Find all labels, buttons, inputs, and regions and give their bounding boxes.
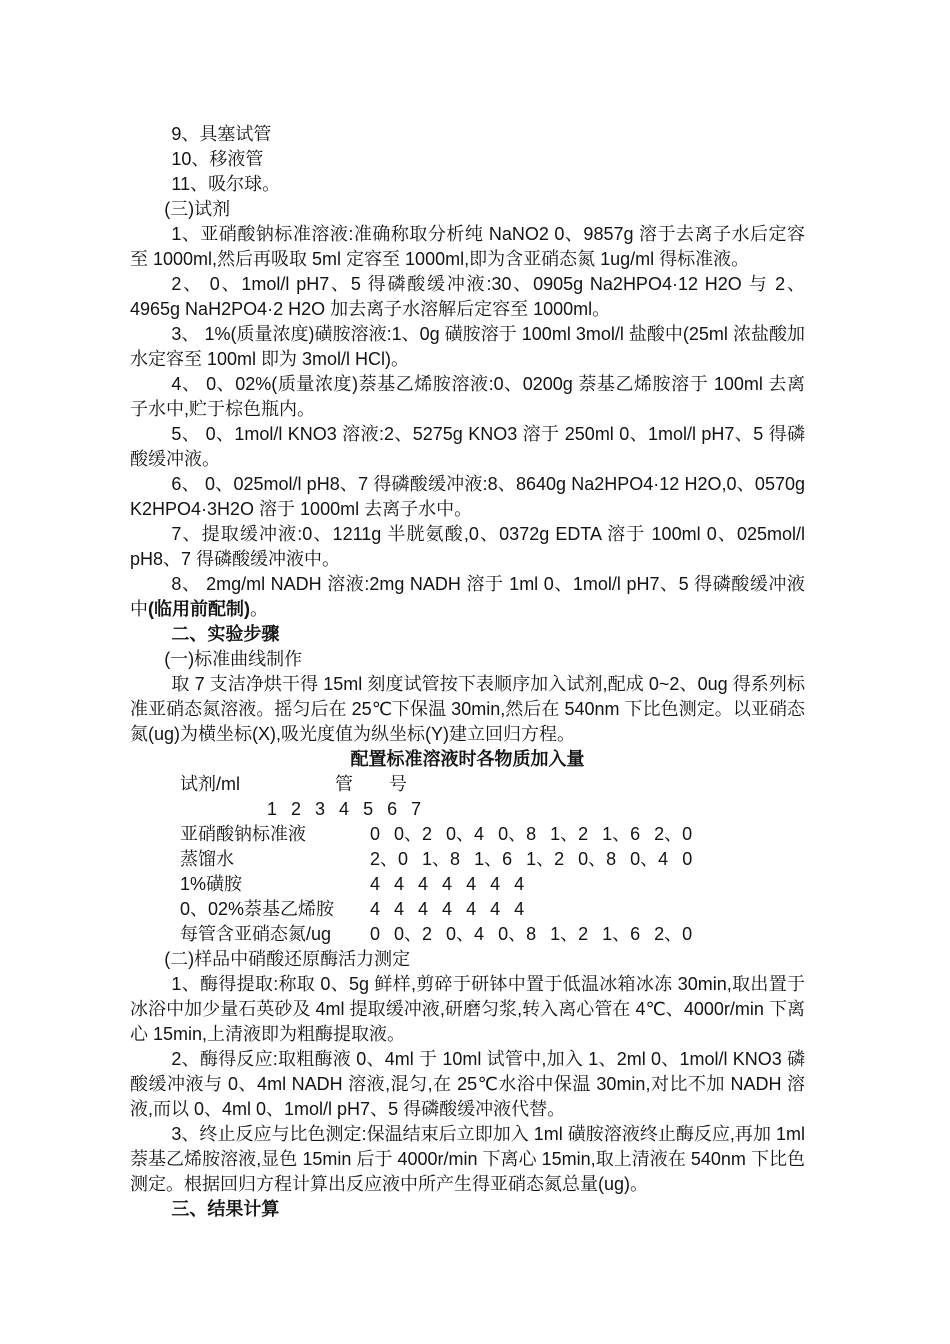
table-cell: 2、0 [370,849,409,869]
section-reagents-label: (三)试剂 [164,199,231,219]
table-row [130,822,805,847]
subsection-standard-curve: (一)标准曲线制作 [164,649,303,669]
table-cell: 4 [442,899,453,919]
tube-number: 5 [363,799,374,819]
table-cell: 1、2 [526,849,565,869]
table-cell: 2、0 [654,924,693,944]
table-cell: 4 [514,874,525,894]
table-header-row [130,772,805,797]
reagent-7: 7、提取缓冲液:0、1211g 半胱氨酸,0、0372g EDTA 溶于 100ml 0、025mol/l pH8、7 得磷酸缓冲液中。 [130,524,805,569]
apparatus-item-10: 10、移液管 [171,149,264,169]
table-cell: 0 [682,849,693,869]
table-row [130,922,805,947]
table-cell: 0、4 [446,824,485,844]
table-cell: 0、2 [394,824,433,844]
reagent-5: 5、 0、1mol/l KNO3 溶液:2、5275g KNO3 溶于 250ml 0、1mol/l pH7、5 得磷酸缓冲液。 [130,424,805,469]
table-cell: 4 [394,874,405,894]
table-tube-numbers-row [130,797,805,822]
table-cell: 4 [418,874,429,894]
reagent-3: 3、 1%(质量浓度)磺胺溶液:1、0g 磺胺溶于 100ml 3mol/l 盐酸中(25ml 浓盐酸加水定容至 100ml 即为 3mol/l HCl)。 [130,324,805,369]
table-row-label: 1%磺胺 [180,874,243,894]
reagent-8-text: 8、 2mg/ml NADH 溶液:2mg NADH 溶于 1ml 0、1mol/l pH7、5 得磷酸缓冲液中 [130,574,805,619]
reagent-8-bold-note: (临用前配制) [148,599,250,619]
table-cell: 0 [370,924,381,944]
table-cell: 1、6 [474,849,513,869]
tube-number: 3 [315,799,326,819]
table-row-label: 每管含亚硝态氮/ug [180,924,332,944]
table-cell: 4 [394,899,405,919]
table-cell: 0、4 [446,924,485,944]
assay-step-2: 2、酶得反应:取粗酶液 0、4ml 于 10ml 试管中,加入 1、2ml 0、1mol/l KNO3 磷酸缓冲液与 0、4ml NADH 溶液,混匀,在 25℃水浴中保温 30min,对比不加 NADH 溶液,而以 0、4ml 0、1mol/l pH7、5 得磷酸缓冲液代替。 [130,1049,805,1119]
table-cell: 1、6 [602,924,641,944]
table-row-label: 0、02%萘基乙烯胺 [180,899,335,919]
reagent-1: 1、亚硝酸钠标准溶液:准确称取分析纯 NaNO2 0、9857g 溶于去离子水后定容至 1000ml,然后再吸取 5ml 定容至 1000ml,即为含亚硝态氮 1ug/ml 得标准液。 [130,224,805,269]
table-cell: 4 [490,874,501,894]
table-cell: 4 [466,874,477,894]
table-cell: 0、8 [578,849,617,869]
assay-step-3: 3、终止反应与比色测定:保温结束后立即加入 1ml 磺胺溶液终止酶反应,再加 1ml 萘基乙烯胺溶液,显色 15min 后于 4000r/min 下离心 15min,取上清液在 540nm 下比色测定。根据回归方程计算出反应液中所产生得亚硝态氮总量(ug)。 [130,1124,805,1194]
heading-experiment-steps: 二、实验步骤 [171,624,280,644]
table-cell: 4 [370,899,381,919]
tube-number: 2 [291,799,302,819]
table-cell: 4 [490,899,501,919]
document-body [130,122,805,1222]
table-cell: 1、6 [602,824,641,844]
table-row [130,847,805,872]
table-header-reagent-col: 试剂/ml [180,774,240,794]
table-row [130,897,805,922]
subsection-sample-assay: (二)样品中硝酸还原酶活力测定 [164,949,411,969]
table-header-tube-col: 管 号 [335,774,407,794]
reagent-8-period: 。 [250,599,268,619]
reagent-4: 4、 0、02%(质量浓度)萘基乙烯胺溶液:0、0200g 萘基乙烯胺溶于 100ml 去离子水中,贮于棕色瓶内。 [130,374,805,419]
heading-results: 三、结果计算 [171,1199,280,1219]
table-row [130,872,805,897]
table-cell: 4 [514,899,525,919]
table-cell: 4 [370,874,381,894]
table-cell: 0、2 [394,924,433,944]
table-cell: 4 [442,874,453,894]
table-cell: 1、2 [550,924,589,944]
table-row-label: 亚硝酸钠标准液 [180,824,306,844]
apparatus-item-9: 9、具塞试管 [171,124,272,144]
table-cell: 1、2 [550,824,589,844]
tube-number: 7 [411,799,422,819]
tube-number: 4 [339,799,350,819]
tube-number: 6 [387,799,398,819]
apparatus-item-11: 11、吸尔球。 [171,174,281,194]
reagent-8 [130,572,805,622]
table-cell: 2、0 [654,824,693,844]
table-cell: 0、8 [498,824,537,844]
table-cell: 4 [466,899,477,919]
reagent-6: 6、 0、025mol/l pH8、7 得磷酸缓冲液:8、8640g Na2HPO4·12 H2O,0、0570g K2HPO4·3H2O 溶于 1000ml 去离子水中。 [130,474,805,519]
table-title: 配置标准溶液时各物质加入量 [350,749,585,769]
table-cell: 1、8 [422,849,461,869]
reagent-2: 2、 0、1mol/l pH7、5 得磷酸缓冲液:30、0905g Na2HPO4·12 H2O 与 2、4965g NaH2PO4·2 H2O 加去离子水溶解后定容至 1000ml。 [130,274,805,319]
tube-number: 1 [267,799,278,819]
standard-curve-paragraph: 取 7 支洁净烘干得 15ml 刻度试管按下表顺序加入试剂,配成 0~2、0ug 得系列标准亚硝态氮溶液。摇匀后在 25℃下保温 30min,然后在 540nm 下比色测定。以亚硝态氮(ug)为横坐标(X),吸光度值为纵坐标(Y)建立回归方程。 [130,674,805,744]
table-cell: 0 [370,824,381,844]
table-cell: 4 [418,899,429,919]
table-row-label: 蒸馏水 [180,849,234,869]
table-cell: 0、4 [630,849,669,869]
table-body [130,822,805,947]
table-cell: 0、8 [498,924,537,944]
assay-step-1: 1、酶得提取:称取 0、5g 鲜样,剪碎于研钵中置于低温冰箱冰冻 30min,取出置于冰浴中加少量石英砂及 4ml 提取缓冲液,研磨匀浆,转入离心管在 4℃、4000r/min 下离心 15min,上清液即为粗酶提取液。 [130,974,805,1044]
